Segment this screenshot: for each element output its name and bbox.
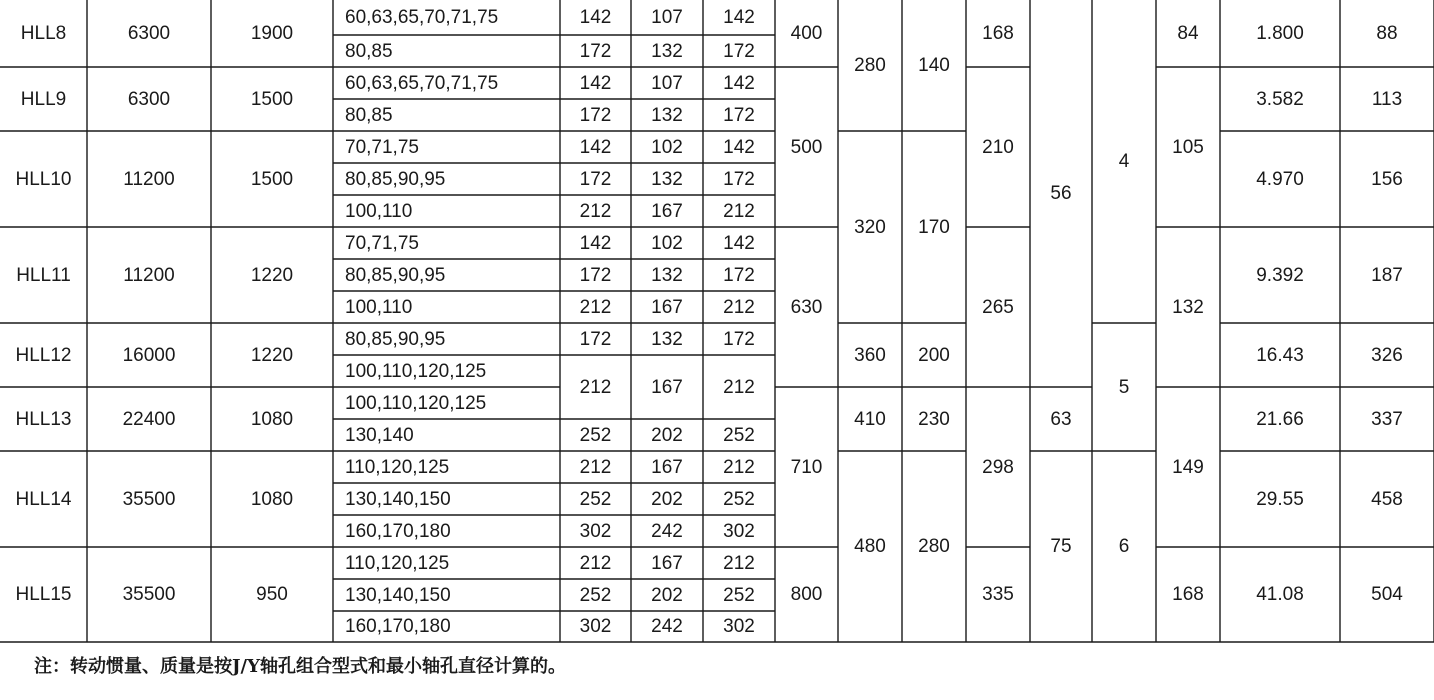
bore-cell: 70,71,75 xyxy=(345,232,419,254)
model-cell: HLL15 xyxy=(15,584,72,605)
gap-s-cell: 6 xyxy=(1118,536,1130,557)
length-l3-cell: 252 xyxy=(723,424,755,446)
length-l1-cell: 302 xyxy=(579,520,612,542)
length-l3-cell: 142 xyxy=(723,72,755,94)
length-l3-cell: 172 xyxy=(723,168,755,190)
speed-cell: 1080 xyxy=(250,408,294,430)
length-l2-cell: 132 xyxy=(651,264,683,286)
length-l2-cell: 242 xyxy=(651,520,683,542)
length-l1-cell: 212 xyxy=(579,376,612,398)
gap-s-cell: 5 xyxy=(1118,376,1130,398)
torque-cell: 6300 xyxy=(127,88,171,110)
bore-cell: 100,110,120,125 xyxy=(345,360,487,382)
speed-cell: 1220 xyxy=(250,264,294,286)
mass-cell: 326 xyxy=(1371,344,1403,366)
torque-cell: 35500 xyxy=(122,488,176,510)
length-l1-cell: 252 xyxy=(579,584,612,606)
diameter-d-cell: 630 xyxy=(790,296,823,318)
length-l1-cell: 172 xyxy=(579,328,612,350)
length-c-cell: 132 xyxy=(1172,296,1204,318)
length-l2-cell: 242 xyxy=(651,616,683,637)
length-l1-cell: 212 xyxy=(579,456,612,478)
speed-cell: 1900 xyxy=(250,23,294,44)
inertia-cell: 29.55 xyxy=(1256,488,1304,510)
model-cell: HLL8 xyxy=(20,23,67,44)
mass-cell: 187 xyxy=(1371,264,1403,286)
model-cell: HLL11 xyxy=(16,264,71,286)
length-l3-cell: 212 xyxy=(723,200,755,222)
length-l3-cell: 252 xyxy=(723,488,755,510)
speed-cell: 1080 xyxy=(250,488,294,510)
torque-cell: 16000 xyxy=(122,344,176,366)
bore-cell: 80,85,90,95 xyxy=(345,328,446,350)
inertia-cell: 41.08 xyxy=(1256,584,1304,605)
torque-cell: 22400 xyxy=(122,408,176,430)
bore-cell: 80,85,90,95 xyxy=(345,264,446,286)
length-l2-cell: 107 xyxy=(651,72,683,94)
length-l3-cell: 212 xyxy=(723,376,755,398)
diameter-d-cell: 500 xyxy=(790,136,823,158)
model-cell: HLL12 xyxy=(15,344,72,366)
length-l3-cell: 252 xyxy=(723,584,755,606)
length-l2-cell: 132 xyxy=(651,40,683,62)
diameter-d-cell: 400 xyxy=(790,23,823,44)
length-l3-cell: 302 xyxy=(723,520,755,542)
length-l1-cell: 212 xyxy=(579,200,612,222)
bore-cell: 130,140 xyxy=(345,424,414,446)
mass-cell: 337 xyxy=(1371,408,1403,430)
bore-cell: 160,170,180 xyxy=(345,616,451,637)
diameter-d3-cell: 335 xyxy=(982,584,1014,605)
bore-cell: 130,140,150 xyxy=(345,488,451,510)
inertia-cell: 3.582 xyxy=(1256,88,1304,110)
mass-cell: 88 xyxy=(1376,23,1398,44)
table-footnote: 注：转动惯量、质量是按J/Y轴孔组合型式和最小轴孔直径计算的。 xyxy=(34,656,566,677)
torque-cell: 35500 xyxy=(122,584,176,605)
mass-cell: 458 xyxy=(1371,488,1403,510)
length-l2-cell: 167 xyxy=(651,456,683,478)
diameter-d1-cell: 480 xyxy=(854,536,886,557)
length-l2-cell: 132 xyxy=(651,104,683,126)
length-l3-cell: 212 xyxy=(723,552,755,574)
length-l1-cell: 172 xyxy=(579,264,612,286)
length-l1-cell: 212 xyxy=(579,552,612,574)
length-l1-cell: 172 xyxy=(579,104,612,126)
length-l2-cell: 102 xyxy=(651,232,683,254)
diameter-d2-cell: 280 xyxy=(918,536,950,557)
length-l3-cell: 172 xyxy=(723,40,755,62)
length-l2-cell: 167 xyxy=(651,296,683,318)
diameter-d1-cell: 360 xyxy=(854,344,886,366)
inertia-cell: 1.800 xyxy=(1256,23,1304,44)
speed-cell: 1500 xyxy=(250,168,294,190)
length-l1-cell: 142 xyxy=(579,232,612,254)
length-c-cell: 105 xyxy=(1172,136,1204,158)
length-l2-cell: 202 xyxy=(651,488,683,510)
bore-cell: 80,85 xyxy=(345,40,393,62)
bore-cell: 80,85,90,95 xyxy=(345,168,446,190)
speed-cell: 1500 xyxy=(250,88,294,110)
bore-cell: 130,140,150 xyxy=(345,584,451,606)
length-l1-cell: 142 xyxy=(579,72,612,94)
diameter-d3-cell: 265 xyxy=(982,296,1014,318)
length-l1-cell: 212 xyxy=(579,296,612,318)
length-l3-cell: 142 xyxy=(723,136,755,158)
torque-cell: 11200 xyxy=(123,168,175,190)
mass-cell: 113 xyxy=(1371,88,1403,110)
inertia-cell: 16.43 xyxy=(1256,344,1304,366)
length-l3-cell: 302 xyxy=(723,616,755,637)
diameter-d2-cell: 170 xyxy=(918,216,950,238)
length-l2-cell: 132 xyxy=(651,168,683,190)
bore-cell: 110,120,125 xyxy=(345,552,450,574)
length-l2-cell: 167 xyxy=(651,200,683,222)
width-b-cell: 63 xyxy=(1050,408,1072,430)
length-l2-cell: 202 xyxy=(651,424,683,446)
speed-cell: 1220 xyxy=(250,344,294,366)
bore-cell: 100,110,120,125 xyxy=(345,392,487,414)
diameter-d2-cell: 140 xyxy=(918,55,950,76)
length-l3-cell: 172 xyxy=(723,264,755,286)
bore-cell: 60,63,65,70,71,75 xyxy=(345,72,499,94)
model-cell: HLL13 xyxy=(15,408,72,430)
length-l1-cell: 172 xyxy=(579,40,612,62)
length-l2-cell: 107 xyxy=(651,7,683,28)
width-b-cell: 75 xyxy=(1050,536,1072,557)
bore-cell: 100,110 xyxy=(345,200,413,222)
mass-cell: 504 xyxy=(1371,584,1403,605)
diameter-d-cell: 710 xyxy=(790,456,823,478)
inertia-cell: 21.66 xyxy=(1256,408,1304,430)
gap-s-cell: 4 xyxy=(1118,151,1130,172)
diameter-d3-cell: 168 xyxy=(982,23,1014,44)
diameter-d1-cell: 320 xyxy=(854,216,886,238)
diameter-d2-cell: 200 xyxy=(918,344,950,366)
length-l3-cell: 212 xyxy=(723,456,755,478)
length-l3-cell: 172 xyxy=(723,328,755,350)
length-l1-cell: 172 xyxy=(579,168,612,190)
length-l3-cell: 212 xyxy=(723,296,755,318)
torque-cell: 6300 xyxy=(127,23,171,44)
bore-cell: 80,85 xyxy=(345,104,393,126)
diameter-d1-cell: 410 xyxy=(854,408,886,430)
torque-cell: 11200 xyxy=(123,264,175,286)
length-l2-cell: 167 xyxy=(651,376,683,398)
length-l2-cell: 167 xyxy=(651,552,683,574)
bore-cell: 110,120,125 xyxy=(345,456,450,478)
speed-cell: 950 xyxy=(256,584,288,605)
length-l1-cell: 252 xyxy=(579,424,612,446)
length-c-cell: 168 xyxy=(1172,584,1204,605)
diameter-d2-cell: 230 xyxy=(918,408,950,430)
width-b-cell: 56 xyxy=(1050,183,1072,204)
inertia-cell: 9.392 xyxy=(1256,264,1304,286)
bore-cell: 60,63,65,70,71,75 xyxy=(345,7,499,28)
length-l2-cell: 132 xyxy=(651,328,683,350)
length-l1-cell: 302 xyxy=(579,616,612,637)
diameter-d3-cell: 298 xyxy=(982,456,1014,478)
diameter-d3-cell: 210 xyxy=(982,136,1014,158)
length-c-cell: 84 xyxy=(1177,23,1199,44)
length-c-cell: 149 xyxy=(1172,456,1204,478)
inertia-cell: 4.970 xyxy=(1256,168,1304,190)
length-l2-cell: 102 xyxy=(651,136,683,158)
length-l1-cell: 142 xyxy=(579,136,612,158)
model-cell: HLL14 xyxy=(15,488,72,510)
diameter-d1-cell: 280 xyxy=(854,55,886,76)
bore-cell: 100,110 xyxy=(345,296,413,318)
mass-cell: 156 xyxy=(1371,168,1403,190)
model-cell: HLL9 xyxy=(20,88,67,110)
length-l3-cell: 142 xyxy=(723,232,755,254)
length-l3-cell: 172 xyxy=(723,104,755,126)
length-l2-cell: 202 xyxy=(651,584,683,606)
model-cell: HLL10 xyxy=(15,168,72,190)
diameter-d-cell: 800 xyxy=(790,584,823,605)
length-l3-cell: 142 xyxy=(723,7,755,28)
bore-cell: 70,71,75 xyxy=(345,136,419,158)
length-l1-cell: 252 xyxy=(579,488,612,510)
bore-cell: 160,170,180 xyxy=(345,520,451,542)
length-l1-cell: 142 xyxy=(579,7,612,28)
